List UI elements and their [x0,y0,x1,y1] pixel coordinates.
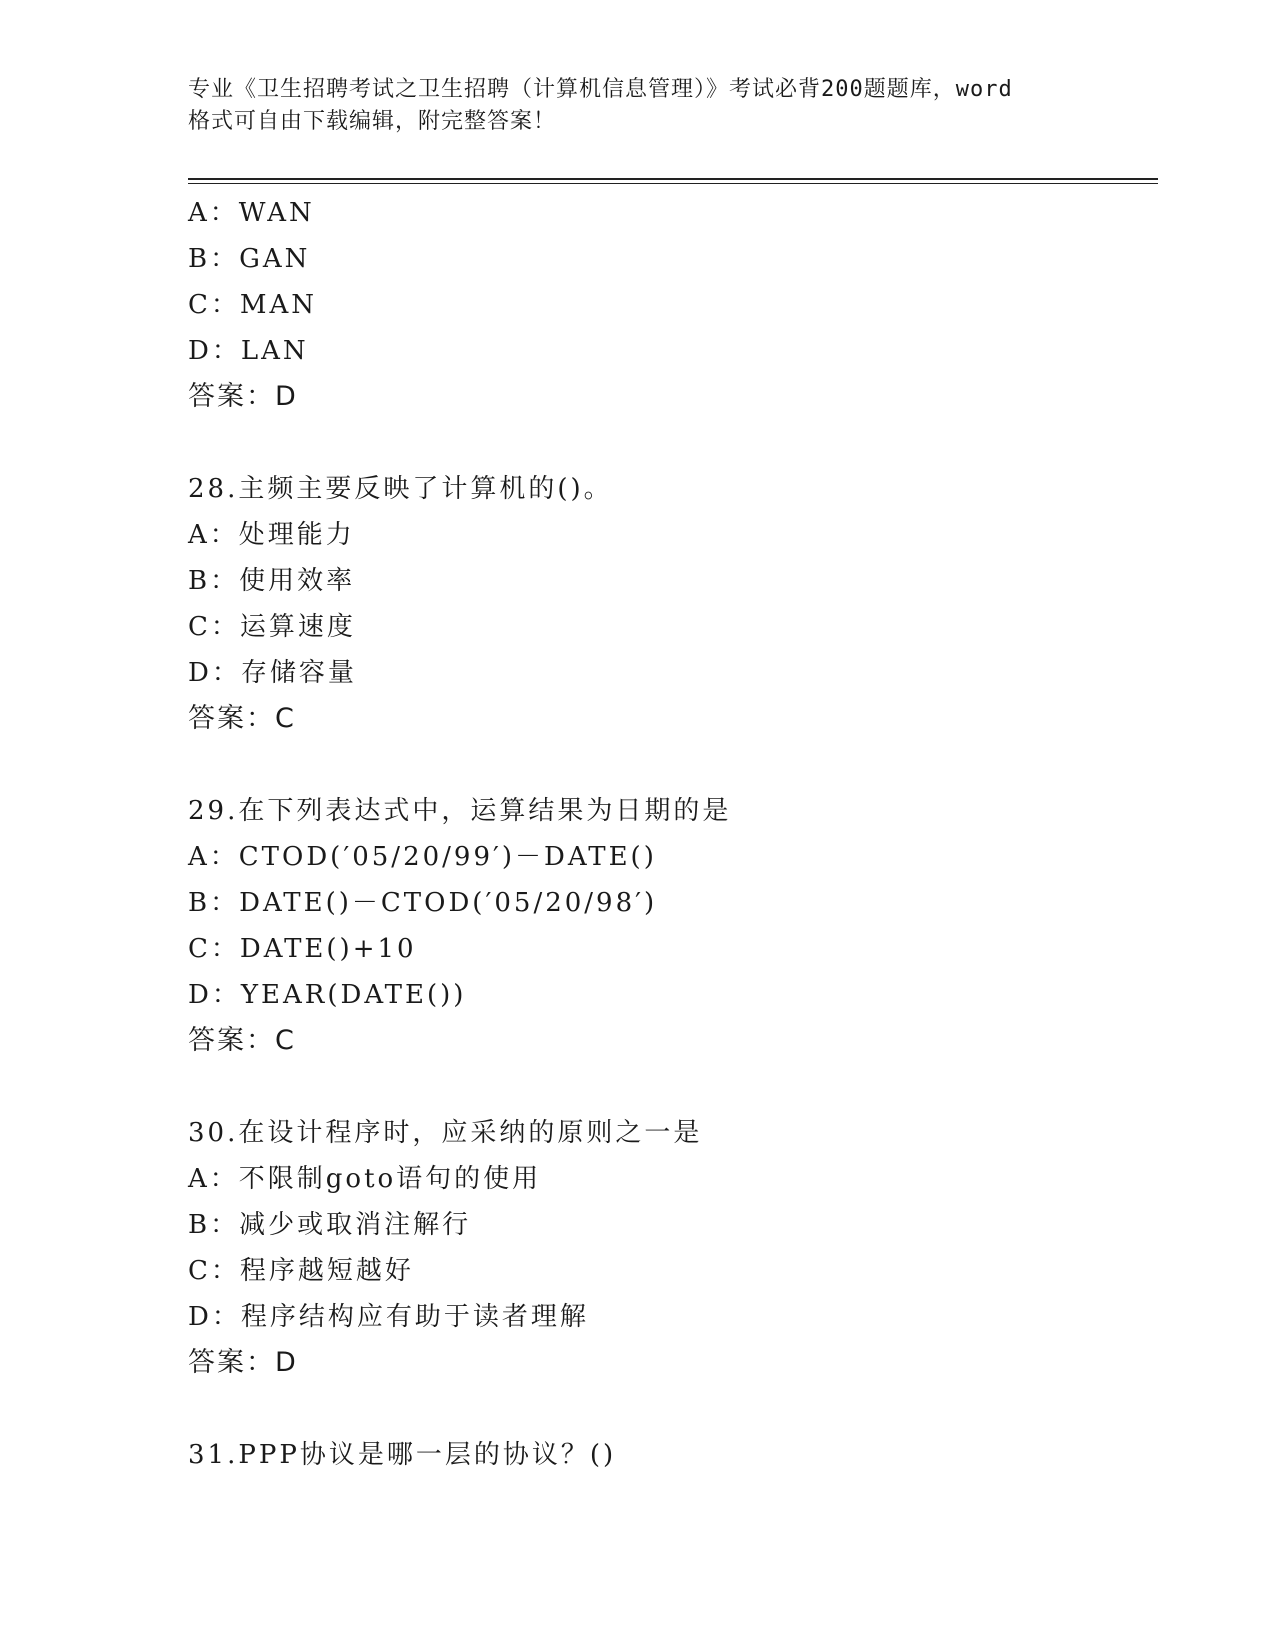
spacer [188,420,1148,466]
header-divider-thick [188,178,1158,180]
option-c: C：MAN [188,290,318,320]
option-c: C：运算速度 [188,612,356,642]
option-a: A：WAN [188,198,315,228]
option-b: B：使用效率 [188,566,356,596]
question-28-block [188,466,1148,742]
option-b: B：DATE()－CTOD(′05/20/98′) [188,888,658,918]
question-29-block [188,788,1148,1064]
header-line-1: 专业《卫生招聘考试之卫生招聘（计算机信息管理）》考试必背200题题库，word [188,77,1013,102]
option-c: C：DATE()+10 [188,934,417,964]
option-d: D：YEAR(DATE()) [188,980,467,1010]
question-list [188,190,1148,1478]
question-text: 30.在设计程序时，应采纳的原则之一是 [188,1118,703,1148]
header-line-2: 格式可自由下载编辑，附完整答案！ [188,109,557,134]
question-text: 28.主频主要反映了计算机的()。 [188,474,613,504]
question-text: 29.在下列表达式中，运算结果为日期的是 [188,796,732,826]
option-d: D：LAN [188,336,309,366]
option-c: C：程序越短越好 [188,1256,414,1286]
header-divider-thin [188,183,1158,184]
spacer [188,1386,1148,1432]
option-b: B：GAN [188,244,311,274]
document-header [188,74,1088,138]
option-a: A：CTOD(′05/20/99′)－DATE() [188,842,657,872]
spacer [188,1064,1148,1110]
question-text: 31.PPP协议是哪一层的协议？() [188,1440,617,1470]
answer: 答案：C [188,1025,296,1056]
option-a: A：不限制goto语句的使用 [188,1164,542,1194]
answer: 答案：C [188,703,296,734]
option-d: D：存储容量 [188,658,357,688]
option-b: B：减少或取消注解行 [188,1210,472,1240]
spacer [188,742,1148,788]
option-a: A：处理能力 [188,520,355,550]
option-d: D：程序结构应有助于读者理解 [188,1302,589,1332]
question-31-block [188,1432,1148,1478]
question-27-block [188,190,1148,420]
answer: 答案：D [188,1347,298,1378]
question-30-block [188,1110,1148,1386]
answer: 答案：D [188,381,298,412]
